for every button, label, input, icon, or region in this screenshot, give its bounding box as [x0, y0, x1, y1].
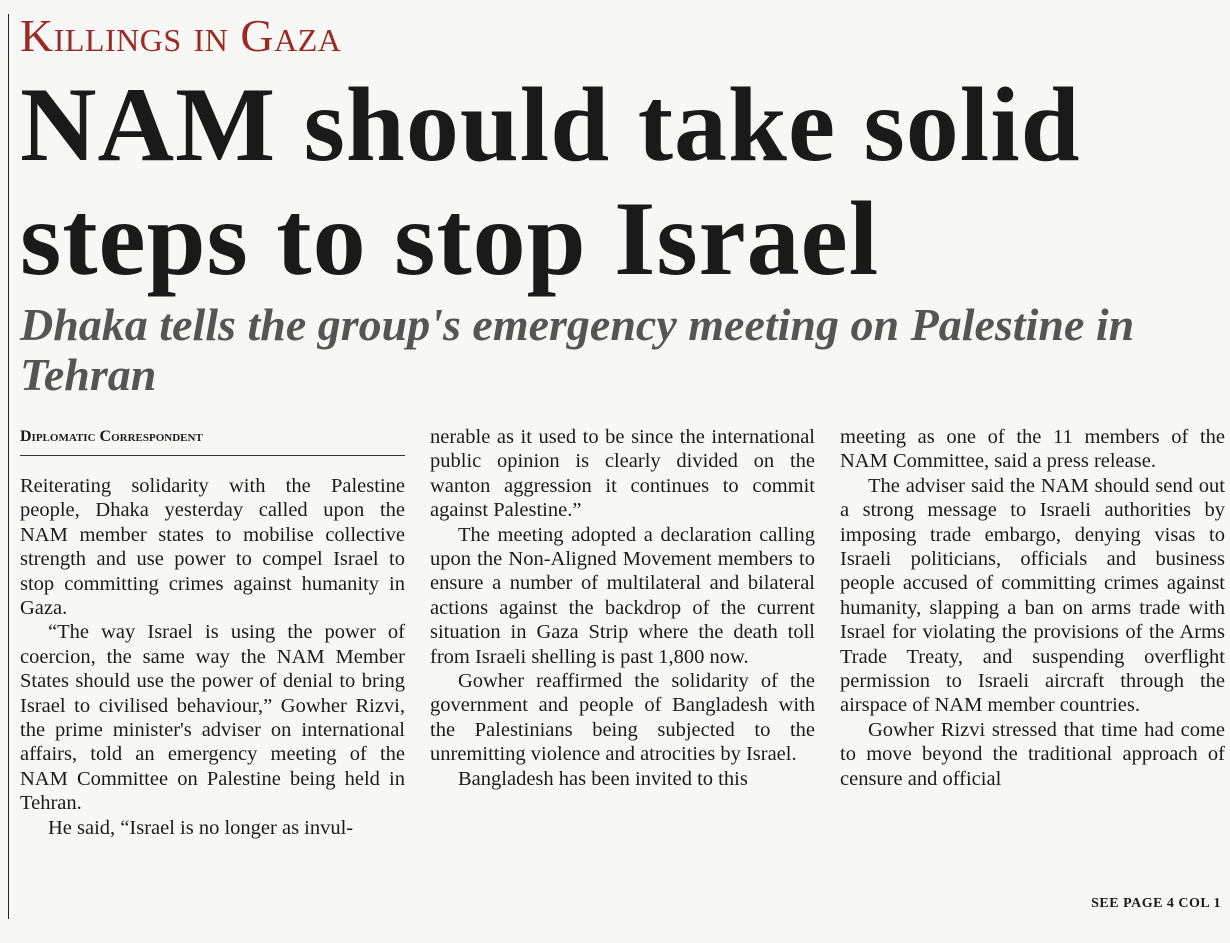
paragraph: Reiterating solidarity with the Palestine people, Dhaka yesterday called upon the NAM member states to mobilise collective strength and use power to compel Israel to stop committing crimes against humanity in Gaza. [20, 475, 405, 620]
headline: NAM should take solid steps to stop Israel [20, 66, 1081, 297]
paragraph: “The way Israel is using the power of coercion, the same way the NAM Member States should use the power of denial to bring Israel to civilised behaviour,” Gowher Rizvi, the prime minister's adviser on international affairs, told an emergency meeting of the NAM Committee on Palestine being held in Tehran. [20, 621, 405, 815]
paragraph: Gowher reaffirmed the solidarity of the government and people of Bangladesh with the Palestinians being subjected to the unremitting violence and atrocities by Israel. [430, 670, 815, 766]
paragraph: The adviser said the NAM should send out a strong message to Israeli authorities by imposing trade embargo, denying visas to Israeli politicians, officials and business people accused of committing crimes against humanity, slapping a ban on arms trade with Israel for violating the provisions of the Arms Trade Treaty, and suspending overflight permission to Israeli aircraft through the airspace of NAM member countries. [840, 474, 1225, 717]
article-body [20, 425, 1225, 930]
column-3 [840, 425, 1225, 791]
paragraph: Bangladesh has been invited to this [458, 767, 748, 790]
continuation-note: SEE PAGE 4 COL 1 [1091, 896, 1221, 911]
paragraph: The meeting adopted a declaration calling upon the Non-Aligned Movement members to ensure a number of multilateral and bilateral actions against the backdrop of the current situation in Gaza Strip where the death toll from Israeli shelling is past 1,800 now. [430, 523, 815, 668]
section-kicker: Killings in Gaza [20, 10, 342, 61]
paragraph: meeting as one of the 11 members of the NAM Committee, said a press release. [840, 426, 1225, 473]
column-2 [430, 425, 815, 791]
column-1 [20, 425, 405, 840]
subheadline: Dhaka tells the group's emergency meeting on Palestine in Tehran [20, 299, 1135, 400]
byline: Diplomatic Correspondent [20, 425, 405, 456]
left-column-rule [8, 14, 9, 919]
paragraph: nerable as it used to be since the international public opinion is clearly divided on the wanton aggression it continues to commit against Palestine.” [430, 426, 815, 522]
paragraph: Gowher Rizvi stressed that time had come to move beyond the traditional approach of censure and official [840, 718, 1225, 790]
paragraph: He said, “Israel is no longer as invul- [48, 816, 354, 839]
